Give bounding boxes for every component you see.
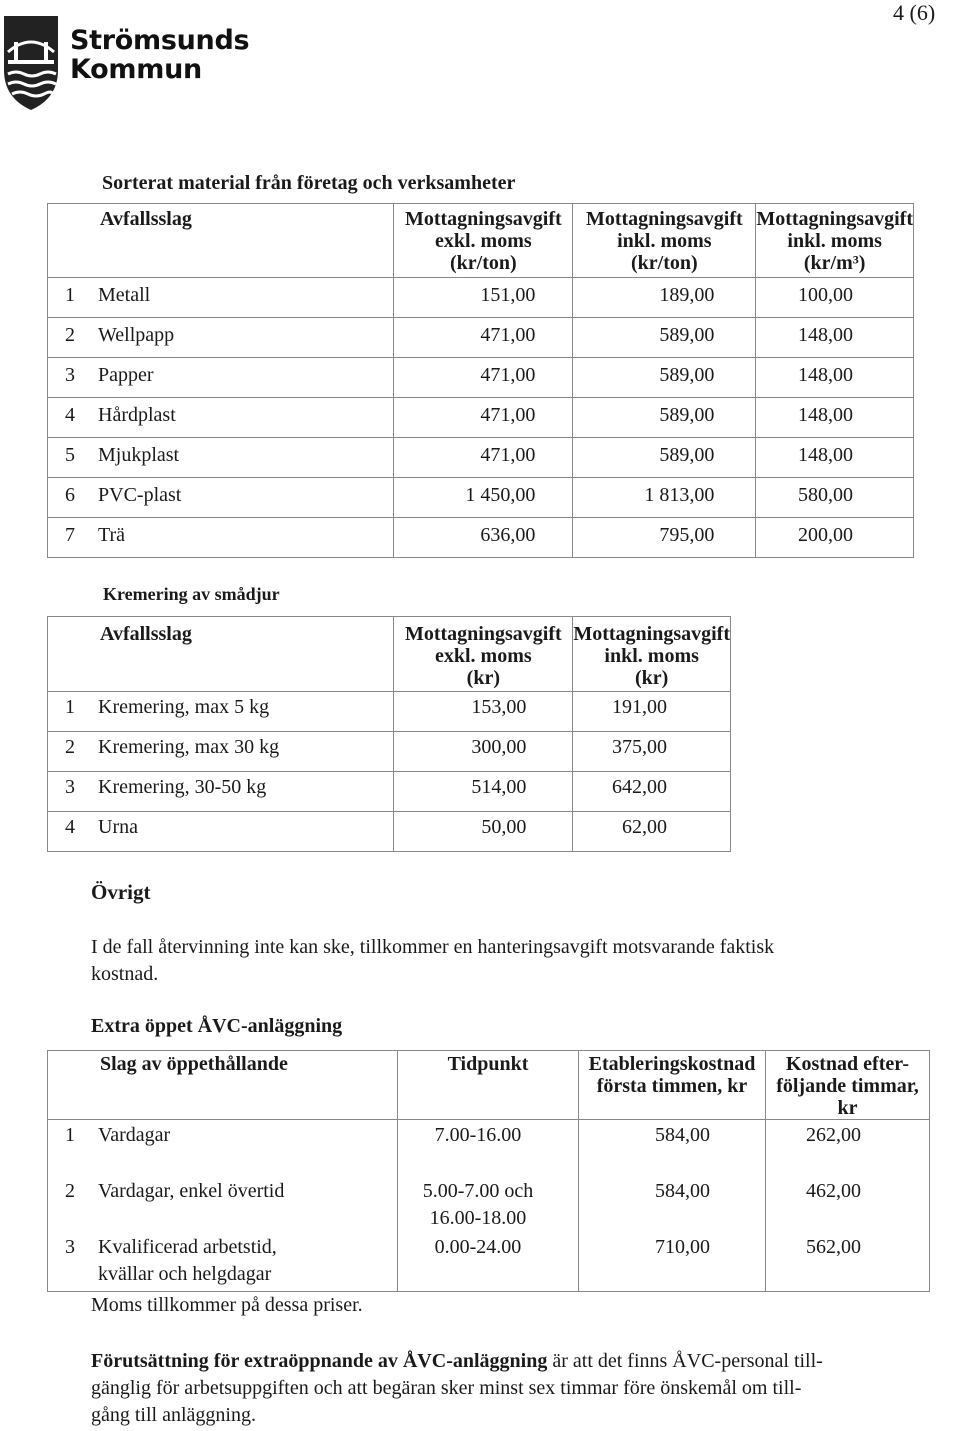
following-cost-cell: 562,00: [765, 1232, 929, 1292]
municipality-logo: [0, 8, 250, 118]
table-row: [48, 1176, 930, 1232]
fee-excl-cell: 471,00: [394, 398, 573, 438]
row-number: 1: [48, 278, 93, 318]
fee-excl-cell: 471,00: [394, 318, 573, 358]
header-text: Etableringskostnad: [588, 1053, 756, 1075]
logo-text: [70, 26, 249, 84]
section-title-sorted-material: Sorterat material från företag och verksamheter: [102, 172, 516, 194]
fee-m3-cell: 148,00: [756, 318, 914, 358]
header-text: Kostnad efter-: [785, 1053, 910, 1075]
following-cost-cell: 462,00: [765, 1176, 929, 1232]
table-row: [48, 278, 914, 318]
header-text: Mottagningsavgift: [404, 623, 562, 645]
table-row: [48, 692, 731, 732]
fee-incl-cell: 589,00: [573, 398, 756, 438]
header-time: [397, 1051, 578, 1120]
other-text: [91, 934, 774, 988]
fee-excl-cell: 153,00: [394, 692, 573, 732]
cremation-type-cell: Kremering, max 5 kg: [92, 692, 394, 732]
following-cost-cell: 262,00: [765, 1120, 929, 1176]
table-row: [48, 518, 914, 558]
header-text: (kr/ton): [449, 252, 517, 274]
section-title-extra-open: Extra öppet ÅVC-anläggning: [91, 1015, 343, 1037]
header-fee-incl-ton: [573, 204, 756, 278]
fee-incl-cell: 795,00: [573, 518, 756, 558]
header-text: följande timmar, kr: [776, 1075, 919, 1119]
fee-incl-cell: 62,00: [573, 812, 731, 852]
header-fee-incl-m3: [756, 204, 914, 278]
cell-line: Vardagar, enkel övertid: [98, 1179, 285, 1202]
waste-type-cell: Metall: [92, 278, 394, 318]
fee-incl-cell: 191,00: [573, 692, 731, 732]
cell-line: Vardagar: [98, 1124, 171, 1146]
header-text: inkl. moms: [617, 230, 712, 252]
row-number: 4: [48, 812, 93, 852]
paragraph-line: [91, 1348, 956, 1375]
header-text: Slag av öppethållande: [100, 1053, 288, 1075]
fee-m3-cell: 148,00: [756, 358, 914, 398]
fee-excl-cell: 514,00: [394, 772, 573, 812]
row-number: 6: [48, 478, 93, 518]
row-number: 5: [48, 438, 93, 478]
row-number: 7: [48, 518, 93, 558]
logo-line-2: Kommun: [70, 54, 202, 85]
sorted-material-table: [47, 203, 914, 558]
table-row: [48, 398, 914, 438]
opening-type-cell: [92, 1176, 397, 1232]
setup-cost-cell: 584,00: [578, 1120, 765, 1176]
cremation-type-cell: Urna: [92, 812, 394, 852]
fee-excl-cell: 50,00: [394, 812, 573, 852]
footer-line-1-rest: är att det finns ÅVC-personal till-: [547, 1350, 823, 1372]
cremation-type-cell: Kremering, 30-50 kg: [92, 772, 394, 812]
fee-m3-cell: 580,00: [756, 478, 914, 518]
header-fee-excl-ton: [394, 204, 573, 278]
fee-incl-cell: 589,00: [573, 318, 756, 358]
header-waste-type: [48, 617, 394, 692]
coat-of-arms-icon: [0, 12, 62, 112]
header-text: Mottagningsavgift: [756, 208, 913, 230]
header-text: (kr/ton): [630, 252, 698, 274]
waste-type-cell: PVC-plast: [92, 478, 394, 518]
row-number: 2: [48, 732, 93, 772]
fee-incl-cell: 642,00: [573, 772, 731, 812]
table-row: [48, 1120, 930, 1176]
section-title-cremation: Kremering av smådjur: [103, 584, 280, 604]
header-text: Tidpunkt: [447, 1053, 529, 1075]
extra-open-table: [47, 1050, 930, 1292]
fee-incl-cell: 375,00: [573, 732, 731, 772]
setup-cost-cell: 584,00: [578, 1176, 765, 1232]
table-row: [48, 358, 914, 398]
table-row: [48, 732, 731, 772]
time-cell: [397, 1232, 578, 1292]
header-following-cost: [765, 1051, 929, 1120]
time-cell: [397, 1176, 578, 1232]
paragraph-line: I de fall återvinning inte kan ske, tillkommer en hanteringsavgift motsvarande faktisk: [91, 936, 775, 958]
header-waste-type: [48, 204, 394, 278]
fee-m3-cell: 148,00: [756, 398, 914, 438]
waste-type-cell: Wellpapp: [92, 318, 394, 358]
row-number: 3: [48, 772, 93, 812]
time-cell: [397, 1120, 578, 1176]
table-row: [48, 772, 731, 812]
row-number: 3: [48, 358, 93, 398]
header-fee-incl-kr: [573, 617, 731, 692]
fee-excl-cell: 1 450,00: [394, 478, 573, 518]
header-text: Mottagningsavgift: [585, 208, 743, 230]
opening-type-cell: [92, 1120, 397, 1176]
table-header-row: [48, 1051, 930, 1120]
paragraph-line: gänglig för arbetsuppgiften och att begäran sker minst sex timmar före önskemål om till-: [91, 1377, 802, 1399]
header-text: Avfallsslag: [100, 208, 192, 230]
waste-type-cell: Papper: [92, 358, 394, 398]
fee-incl-cell: 589,00: [573, 438, 756, 478]
waste-type-cell: Trä: [92, 518, 394, 558]
fee-m3-cell: 100,00: [756, 278, 914, 318]
header-text: (kr): [635, 667, 669, 689]
fee-excl-cell: 636,00: [394, 518, 573, 558]
cell-line: 7.00-16.00: [434, 1124, 522, 1146]
cell-line: 5.00-7.00 och: [422, 1179, 534, 1202]
row-number: 3: [48, 1232, 93, 1292]
fee-excl-cell: 471,00: [394, 358, 573, 398]
fee-m3-cell: 148,00: [756, 438, 914, 478]
opening-type-cell: [92, 1232, 397, 1292]
table-row: [48, 318, 914, 358]
waste-type-cell: Hårdplast: [92, 398, 394, 438]
table-header-row: [48, 204, 914, 278]
fee-excl-cell: 151,00: [394, 278, 573, 318]
fee-excl-cell: 300,00: [394, 732, 573, 772]
header-text: Avfallsslag: [100, 623, 192, 645]
section-title-other: Övrigt: [91, 880, 151, 904]
row-number: 4: [48, 398, 93, 438]
waste-type-cell: Mjukplast: [92, 438, 394, 478]
table-row: [48, 812, 731, 852]
header-text: inkl. moms: [604, 645, 699, 667]
fee-m3-cell: 200,00: [756, 518, 914, 558]
header-text: (kr/m³): [803, 252, 866, 274]
row-number: 1: [48, 1120, 93, 1176]
row-number: 2: [48, 318, 93, 358]
cell-line: 16.00-18.00: [429, 1206, 527, 1229]
header-setup-cost: [578, 1051, 765, 1120]
header-text: (kr): [466, 667, 500, 689]
header-opening-type: [48, 1051, 398, 1120]
fee-incl-cell: 189,00: [573, 278, 756, 318]
header-text: första timmen, kr: [596, 1075, 748, 1097]
row-number: 1: [48, 692, 93, 732]
logo-line-1: Strömsunds: [70, 25, 250, 56]
table-header-row: [48, 617, 731, 692]
cell-line: kvällar och helgdagar: [98, 1262, 272, 1285]
header-text: exkl. moms: [434, 230, 532, 252]
header-text: Mottagningsavgift: [573, 623, 730, 645]
fee-excl-cell: 471,00: [394, 438, 573, 478]
paragraph-line: gång till anläggning.: [91, 1404, 256, 1426]
cremation-table: [47, 616, 731, 852]
footer-bold-lead: Förutsättning för extraöppnande av ÅVC-anläggning: [91, 1350, 548, 1372]
header-text: exkl. moms: [434, 645, 532, 667]
row-number: 2: [48, 1176, 93, 1232]
cremation-type-cell: Kremering, max 30 kg: [92, 732, 394, 772]
table-row: [48, 438, 914, 478]
header-text: Mottagningsavgift: [404, 208, 562, 230]
cell-line: 0.00-24.00: [434, 1235, 522, 1258]
paragraph-line: kostnad.: [91, 963, 159, 985]
header-fee-excl-kr: [394, 617, 573, 692]
fee-incl-cell: 589,00: [573, 358, 756, 398]
table-row: [48, 1232, 930, 1292]
setup-cost-cell: 710,00: [578, 1232, 765, 1292]
header-text: inkl. moms: [787, 230, 882, 252]
vat-note: Moms tillkommer på dessa priser.: [91, 1294, 363, 1316]
cell-line: Kvalificerad arbetstid,: [98, 1235, 277, 1258]
page-number: 4 (6): [893, 0, 936, 25]
table-row: [48, 478, 914, 518]
fee-incl-cell: 1 813,00: [573, 478, 756, 518]
footer-paragraph: [91, 1348, 956, 1429]
